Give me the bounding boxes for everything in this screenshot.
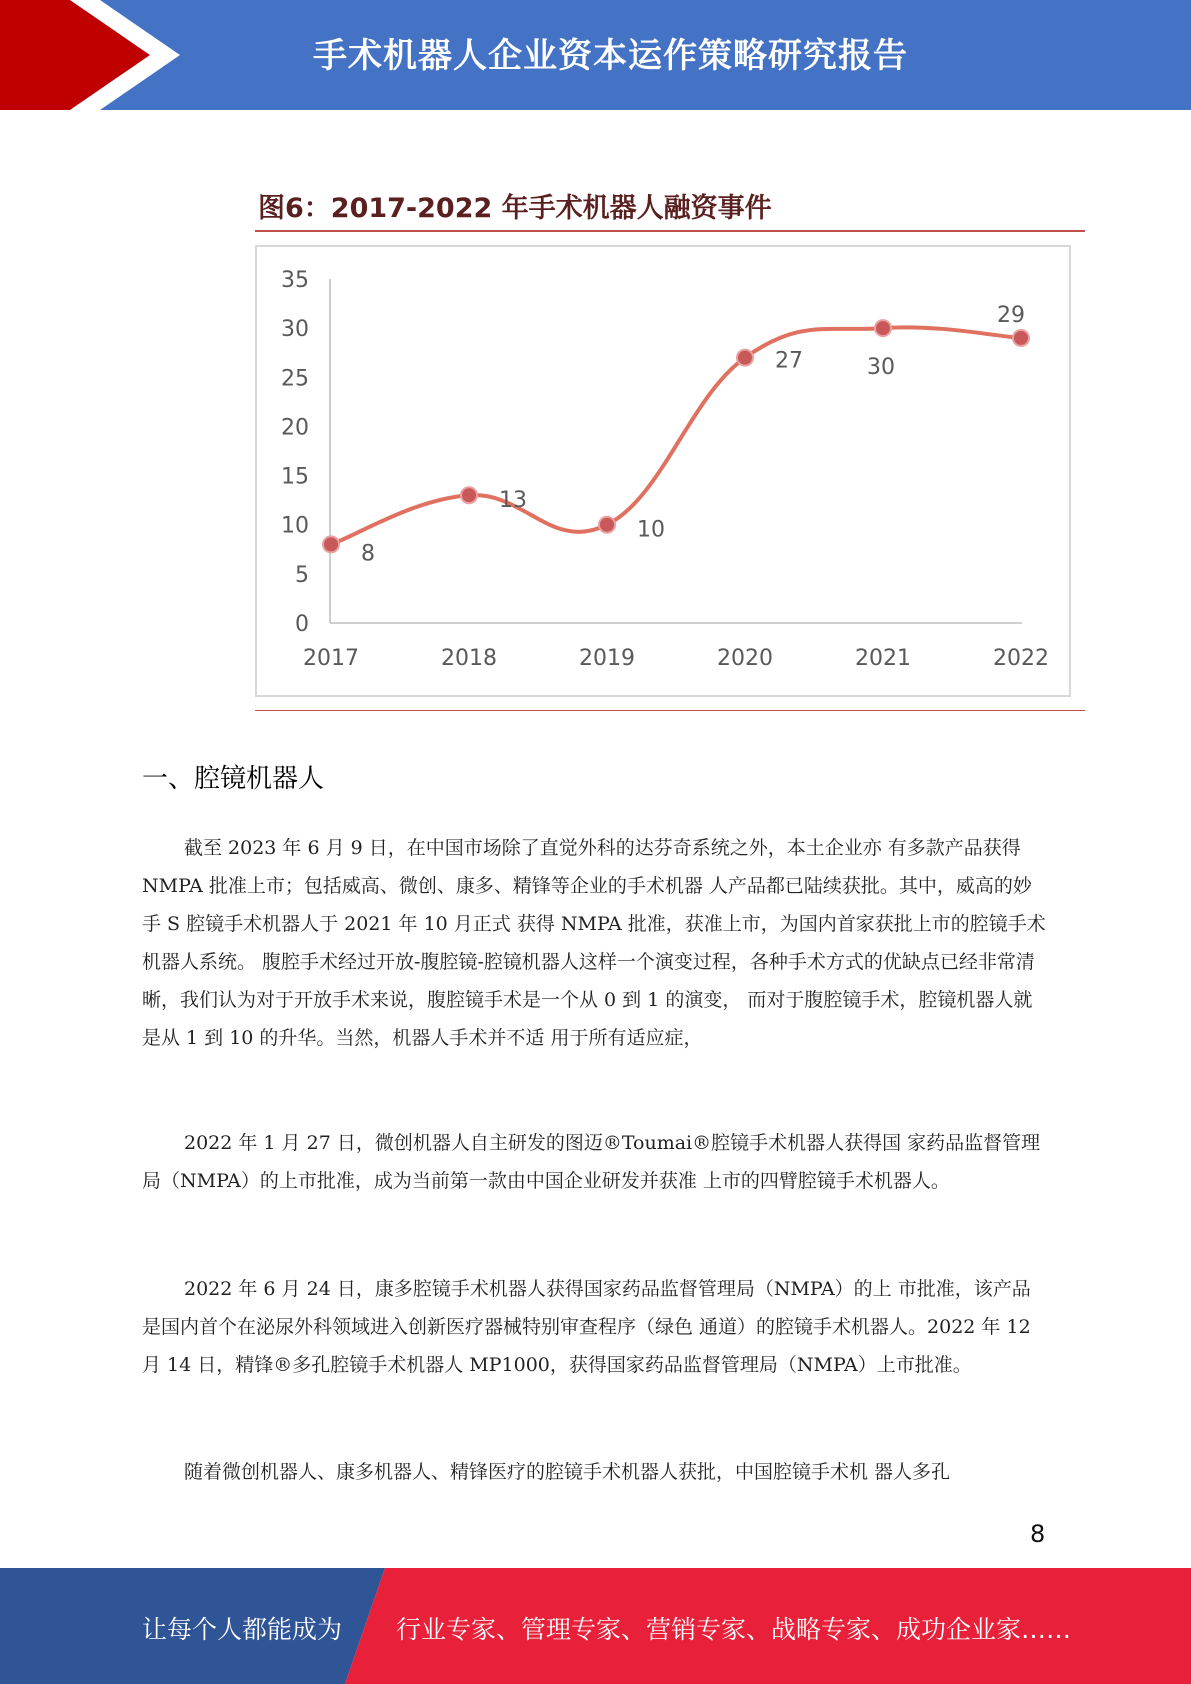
figure-top-rule — [255, 230, 1085, 232]
data-label: 27 — [775, 348, 803, 374]
y-tick-label: 30 — [281, 317, 309, 343]
series-line — [331, 327, 1021, 544]
data-label: 13 — [499, 488, 527, 514]
data-label: 30 — [867, 355, 895, 381]
paragraph-2: 2022 年 1 月 27 日，微创机器人自主研发的图迈®Toumai®腔镜手术机器人获得国 家药品监督管理局（NMPA）的上市批准，成为当前第一款由中国企业研发并获准 上市的四臂腔镜手术机器人。 — [142, 1132, 1041, 1192]
paragraph-4: 随着微创机器人、康多机器人、精锋医疗的腔镜手术机器人获批，中国腔镜手术机 器人多孔 — [184, 1461, 951, 1483]
data-label: 10 — [637, 517, 665, 543]
x-tick-label: 2021 — [855, 646, 911, 671]
x-tick-label: 2019 — [579, 646, 635, 671]
x-tick-label: 2017 — [303, 646, 359, 671]
data-point — [599, 517, 615, 533]
y-tick-label: 25 — [281, 366, 309, 392]
report-title: 手术机器人企业资本运作策略研究报告 — [313, 36, 908, 76]
page-footer — [0, 1568, 1191, 1684]
page-header — [0, 0, 1191, 110]
x-tick-label: 2022 — [993, 646, 1049, 671]
y-tick-label: 35 — [281, 268, 309, 293]
line-chart — [255, 245, 1071, 697]
data-label: 29 — [997, 302, 1025, 328]
figure-caption: 图6：2017-2022 年手术机器人融资事件 — [258, 193, 772, 224]
data-point — [875, 320, 891, 336]
data-point — [737, 350, 753, 366]
y-tick-label: 10 — [281, 513, 309, 539]
y-tick-label: 5 — [295, 562, 309, 588]
y-tick-label: 0 — [295, 612, 309, 637]
section-heading: 一、腔镜机器人 — [142, 764, 325, 794]
data-label: 8 — [361, 541, 375, 567]
x-tick-label: 2020 — [717, 646, 773, 671]
footer-slogan-left: 让每个人都能成为 — [142, 1615, 343, 1644]
chart-canvas — [257, 247, 1069, 695]
data-point — [1013, 330, 1029, 346]
data-point — [323, 536, 339, 552]
y-tick-label: 15 — [281, 464, 309, 490]
footer-slogan-right: 行业专家、管理专家、营销专家、战略专家、成功企业家…… — [396, 1615, 1072, 1644]
page-number: 8 — [1030, 1520, 1046, 1548]
figure-bottom-rule — [255, 710, 1085, 711]
x-tick-label: 2018 — [441, 646, 497, 671]
paragraph-3: 2022 年 6 月 24 日，康多腔镜手术机器人获得国家药品监督管理局（NMPA）的上 市批准，该产品是国内首个在泌尿外科领域进入创新医疗器械特别审查程序（绿色 通道）的腔镜手术机器人。2022 年 12 月 14 日，精锋®多孔腔镜手术机器人 MP1000，获得国家药品监督管理局（NMPA）上市批准。 — [142, 1278, 1031, 1376]
paragraph-1: 截至 2023 年 6 月 9 日，在中国市场除了直觉外科的达芬奇系统之外，本土企业亦 有多款产品获得 NMPA 批准上市；包括威高、微创、康多、精锋等企业的手术机器 人产品都已陆续获批。其中，威高的妙手 S 腔镜手术机器人于 2021 年 10 月正式 获得 NMPA 批准，获准上市，为国内首家获批上市的腔镜手术机器人系统。 腹腔手术经过开放-腹腔镜-腔镜机器人这样一个演变过程，各种手术方式的优缺点已经非常清晰，我们认为对于开放手术来说，腹腔镜手术是一个从 0 到 1 的演变， 而对于腹腔镜手术，腔镜机器人就是从 1 到 10 的升华。当然，机器人手术并不适 用于所有适应症， — [142, 837, 1046, 1049]
y-tick-label: 20 — [281, 415, 309, 441]
data-point — [461, 487, 477, 503]
